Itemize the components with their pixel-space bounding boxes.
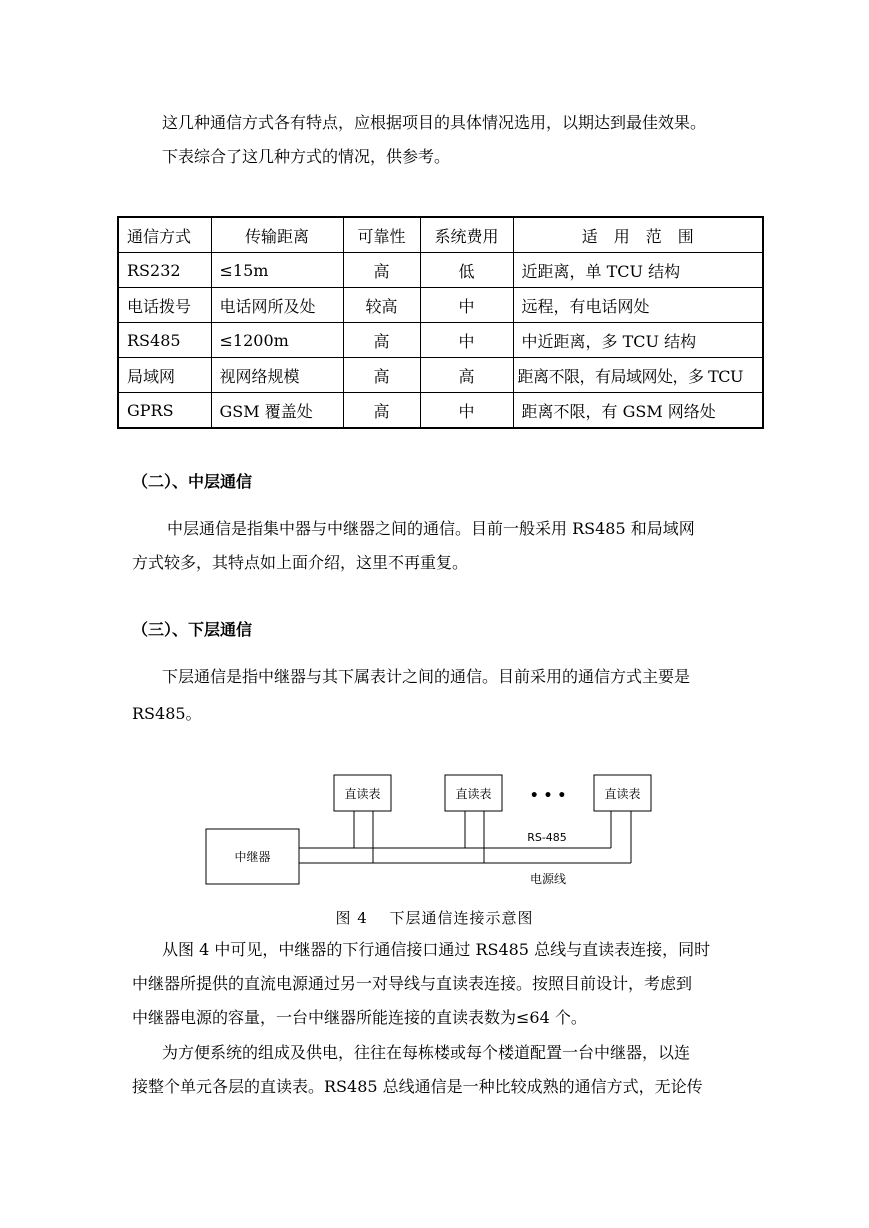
meter-label-1: 直读表: [344, 787, 381, 801]
table-cell: 距离不限，有 GSM 网络处: [513, 393, 763, 429]
table-cell: 近距离，单 TCU 结构: [513, 253, 763, 288]
table-cell: 高: [343, 323, 420, 358]
meter-label-2: 直读表: [455, 787, 492, 801]
bus-label: RS-485: [527, 831, 567, 844]
table-row: [118, 358, 763, 393]
table-cell: 高: [343, 393, 420, 429]
table-cell: ≤1200m: [211, 323, 343, 358]
figure-caption: 图 4 下层通信连接示意图: [335, 909, 534, 927]
ellipsis: • • •: [529, 788, 567, 804]
section-3-line-1: 下层通信是指中继器与其下属表计之间的通信。目前采用的通信方式主要是: [162, 667, 691, 686]
section-3-heading: （三）、下层通信: [132, 620, 253, 639]
column-header: 可靠性: [343, 217, 420, 253]
connection-diagram: [205, 770, 655, 890]
table-cell: 电话网所及处: [211, 288, 343, 323]
intro-line-1: 这几种通信方式各有特点，应根据项目的具体情况选用，以期达到最佳效果。: [162, 113, 707, 132]
comparison-table: [117, 216, 764, 429]
column-header: 适 用 范 围: [513, 217, 763, 253]
power-label: 电源线: [529, 872, 567, 886]
table-cell: 电话拨号: [118, 288, 211, 323]
table-cell: 高: [420, 358, 513, 393]
table-cell: 视网络规模: [211, 358, 343, 393]
table-cell: 高: [343, 253, 420, 288]
para-1-line-1: 从图 4 中可见，中继器的下行通信接口通过 RS485 总线与直读表连接，同时: [162, 940, 711, 959]
intro-line-2: 下表综合了这几种方式的情况，供参考。: [162, 147, 451, 166]
table-cell: 局域网: [118, 358, 211, 393]
table-row: [118, 253, 763, 288]
table-cell: ≤15m: [211, 253, 343, 288]
section-2-heading: （二）、中层通信: [132, 472, 253, 491]
table-cell: RS485: [118, 323, 211, 358]
column-header: 传输距离: [211, 217, 343, 253]
table-header-row: [118, 217, 763, 253]
table-cell: 中: [420, 288, 513, 323]
section-2-line-1: 中层通信是指集中器与中继器之间的通信。目前一般采用 RS485 和局域网: [167, 519, 695, 538]
table-row: [118, 393, 763, 429]
meter-label-3: 直读表: [604, 787, 641, 801]
para-2-line-2: 接整个单元各层的直读表。RS485 总线通信是一种比较成熟的通信方式，无论传: [132, 1077, 703, 1096]
table-cell: 远程，有电话网处: [513, 288, 763, 323]
column-header: 系统费用: [420, 217, 513, 253]
table-cell: GSM 覆盖处: [211, 393, 343, 429]
para-2-line-1: 为方便系统的组成及供电，往往在每栋楼或每个楼道配置一台中继器，以连: [162, 1043, 691, 1062]
table-cell: 高: [343, 358, 420, 393]
table-cell: 中: [420, 393, 513, 429]
section-2-line-2: 方式较多，其特点如上面介绍，这里不再重复。: [132, 553, 469, 572]
table-cell: 低: [420, 253, 513, 288]
column-header: 通信方式: [118, 217, 211, 253]
para-1-line-3: 中继器电源的容量，一台中继器所能连接的直读表数为≤64 个。: [132, 1008, 587, 1027]
repeater-label: 中继器: [234, 850, 271, 864]
para-1-line-2: 中继器所提供的直流电源通过另一对导线与直读表连接。按照目前设计，考虑到: [132, 974, 693, 993]
table-cell: GPRS: [118, 393, 211, 429]
table-row: [118, 323, 763, 358]
table-cell: 距离不限，有局域网处，多 TCU: [513, 358, 763, 393]
table-cell: 中: [420, 323, 513, 358]
table-cell: RS232: [118, 253, 211, 288]
table-row: [118, 288, 763, 323]
section-3-line-2: RS485。: [132, 704, 202, 723]
table-cell: 较高: [343, 288, 420, 323]
table-cell: 中近距离，多 TCU 结构: [513, 323, 763, 358]
